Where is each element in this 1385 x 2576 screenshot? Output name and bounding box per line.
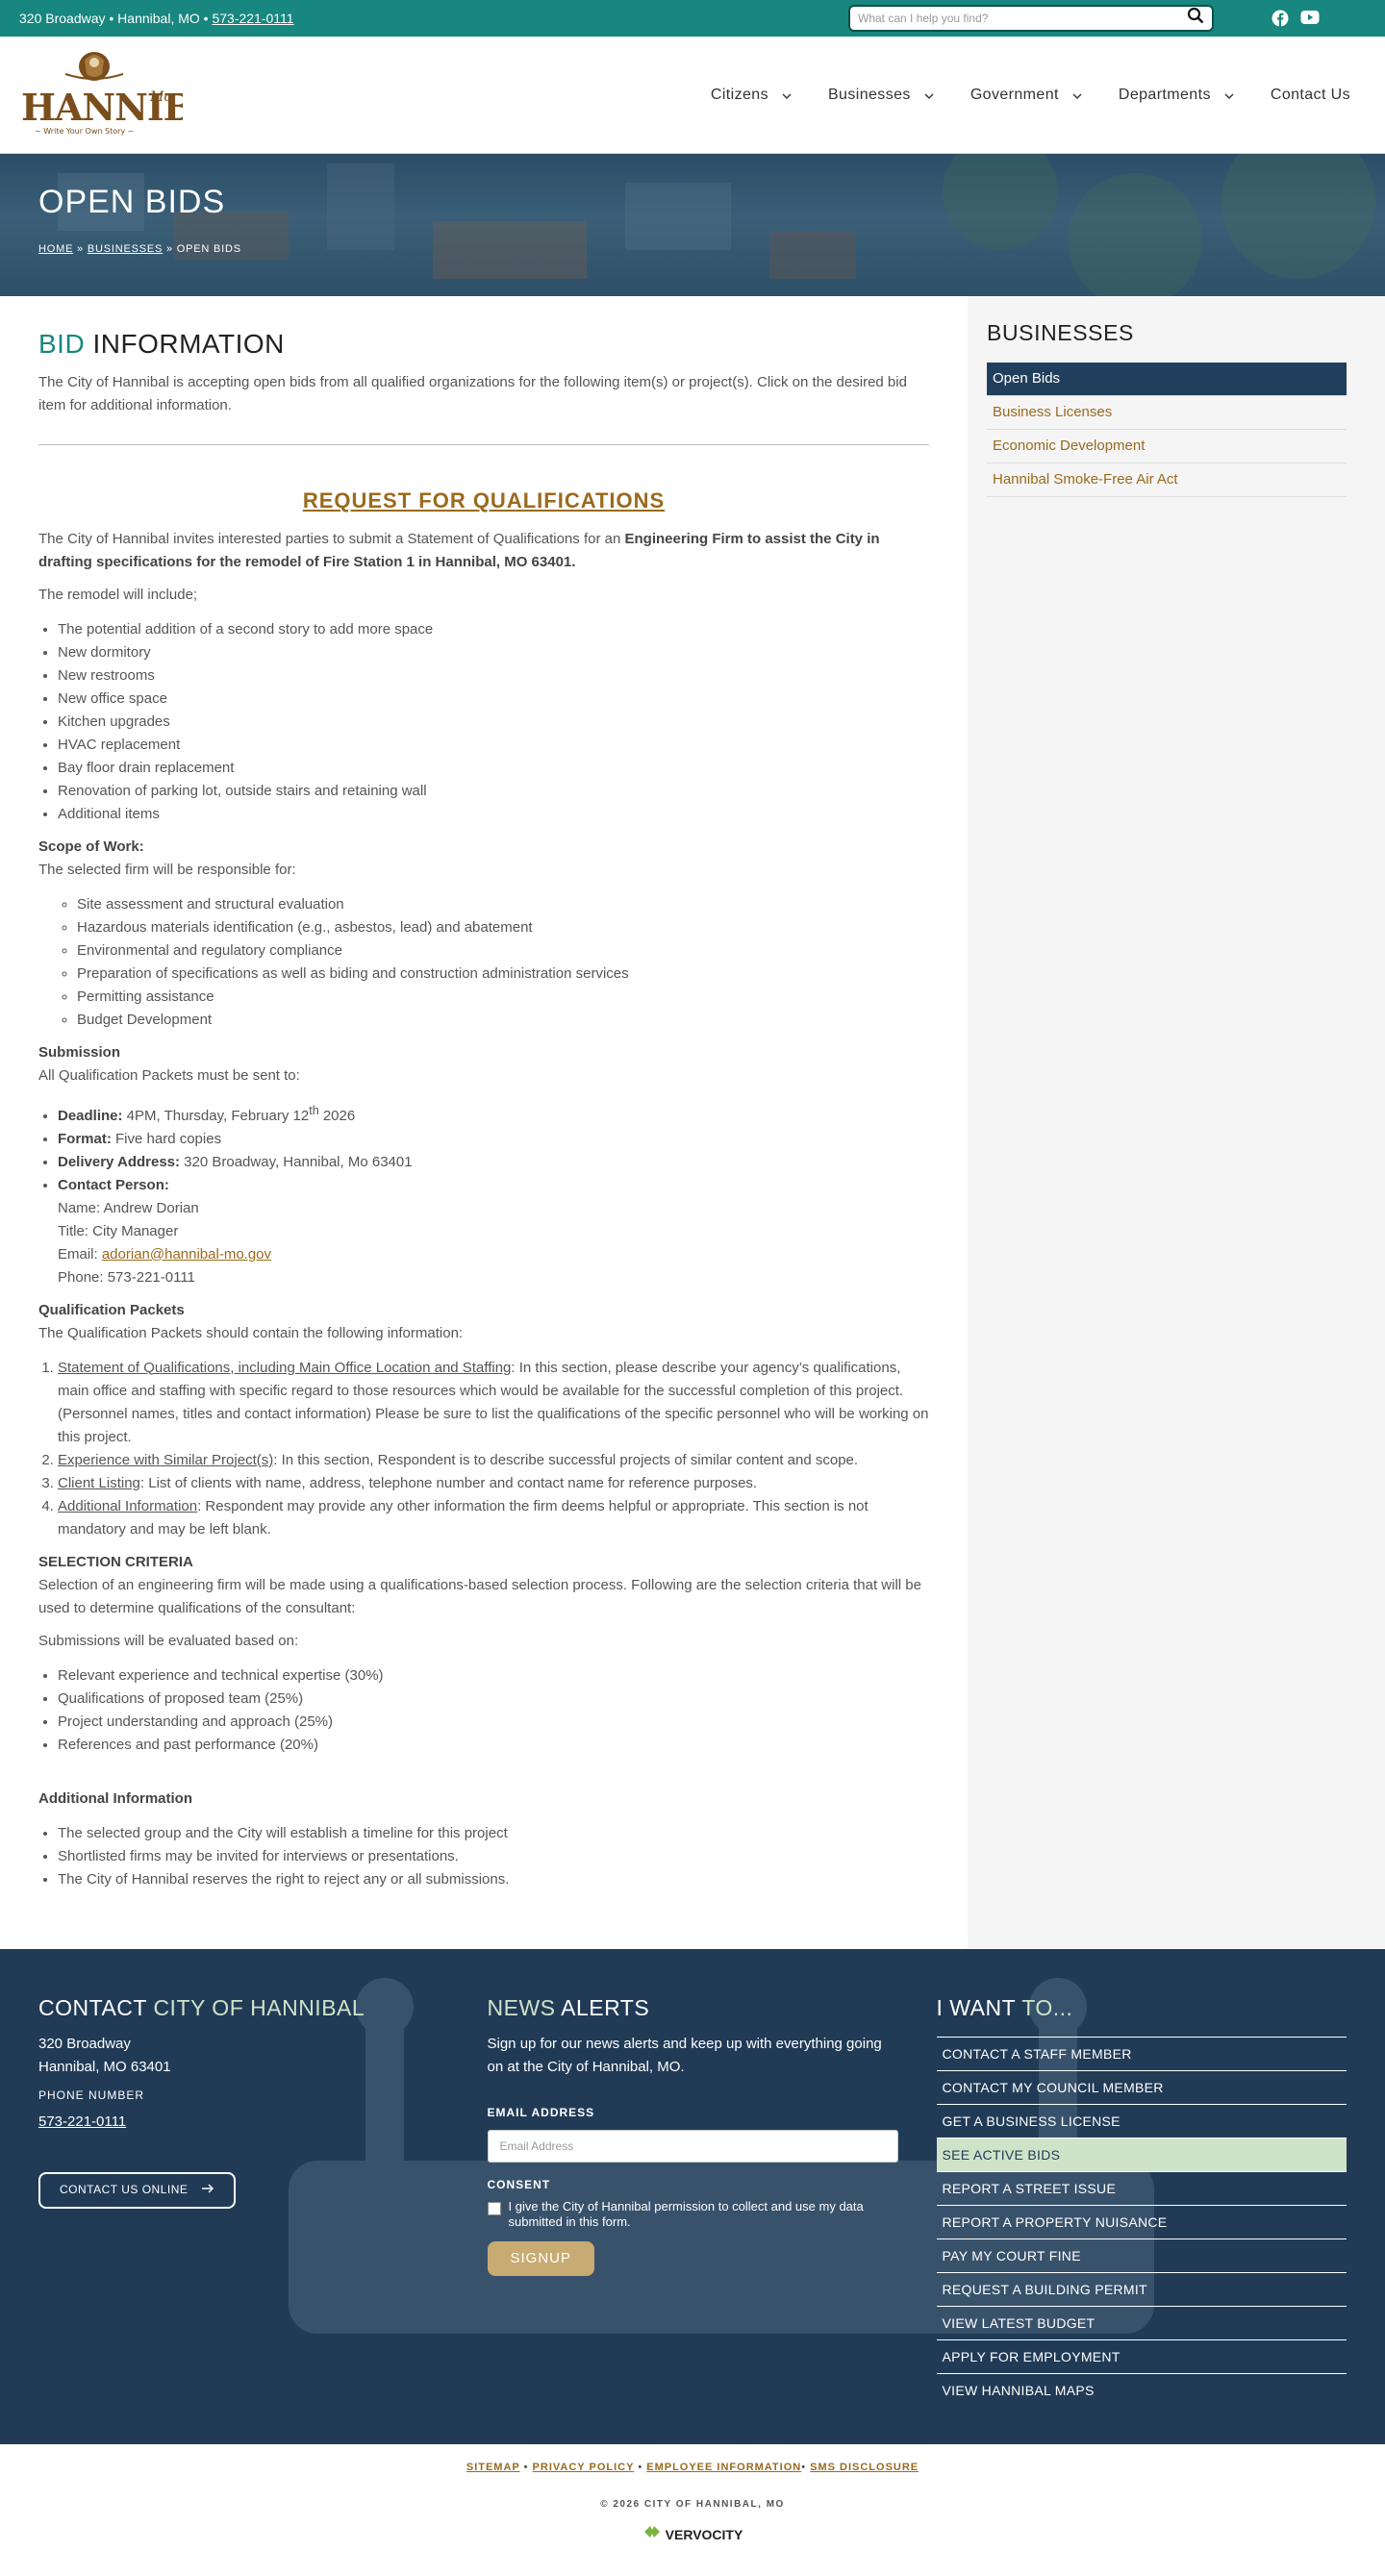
format-item [58,1128,929,1151]
list-item: • The selected group and the City will establish a timeline for this project [58,1822,929,1845]
format-value: Five hard copies [111,1130,222,1147]
contact-item [58,1174,929,1289]
deadline-label: Deadline: [58,1107,123,1124]
list-item [58,1449,929,1472]
want-item[interactable]: REPORT A STREET ISSUE [937,2171,1347,2205]
list-item: ◦ Permitting assistance [77,986,929,1009]
footer-phone-link[interactable]: 573-221-0111 [38,2113,127,2131]
packet-text: : Respondent may provide any other information the firm deems helpful or appropriate. This section is not mandatory and may be left blank. [58,1497,869,1538]
criteria-title: SELECTION CRITERIA [38,1553,193,1570]
hannibal-logo[interactable] [19,45,183,145]
want-item[interactable]: REPORT A PROPERTY NUISANCE [937,2205,1347,2238]
want-item[interactable]: CONTACT A STAFF MEMBER [937,2037,1347,2070]
contact-email-link[interactable]: adorian@hannibal-mo.gov [101,1245,272,1263]
copyright: © 2026 CITY OF HANNIBAL, MO [600,2499,785,2511]
search-input[interactable] [858,12,1187,25]
packets-lead: The Qualification Packets should contain the following information: [38,1324,464,1341]
contact-label: Contact Person: [58,1176,169,1193]
title-part: CONTACT [38,1994,154,2020]
remodel-lead: The remodel will include; [38,586,198,603]
list-item: ◦ Budget Development [77,1009,929,1032]
site-footer [0,1949,1385,2444]
scope-list [77,893,929,1032]
button-label: CONTACT US ONLINE [60,2183,189,2197]
delivery-item [58,1151,929,1174]
title-part: TO... [1021,1994,1073,2020]
signup-button[interactable]: SIGNUP [488,2241,595,2276]
privacy-policy-link[interactable]: PRIVACY POLICY [532,2461,635,2473]
bottom-links: SITEMAP • PRIVACY POLICY • EMPLOYEE INFORMATION• SMS DISCLOSURE [466,2461,919,2473]
breadcrumb-current: OPEN BIDS [176,242,241,255]
sidebar-title: BUSINESSES [987,320,1134,345]
svg-text:HANNIBAL: HANNIB [21,85,183,129]
nav-label: Businesses [827,86,911,103]
consent-row [488,2199,898,2230]
addl-list [58,1822,929,1891]
sidebar [968,296,1385,1949]
packet-heading: Experience with Similar Project(s) [58,1451,274,1468]
deadline-year: 2026 [318,1107,356,1124]
list-item: • References and past performance (20%) [58,1734,929,1757]
social-links [1272,10,1320,27]
divider [38,444,929,445]
list-item: • New office space [58,688,929,711]
address-line: 320 Broadway [38,2036,131,2053]
rfq-intro-bold: Engineering Firm to assist the City in drafting specifications for the remodel of Fire Station 1 in Hannibal, MO 63401. [38,530,880,570]
list-item: • Shortlisted firms may be invited for interviews or presentations. [58,1845,929,1868]
nav-label: Citizens [710,86,768,103]
rfq-intro-text: The City of Hannibal invites interested parties to submit a Statement of Qualifications for an [38,530,625,547]
vervocity-mark-icon [642,2522,662,2547]
news-text: Sign up for our news alerts and keep up with everything going on at the City of Hannibal, MO. [487,2036,882,2076]
email-label: EMAIL ADDRESS [487,2106,595,2120]
consent-text: I give the City of Hannibal permission to collect and use my data submitted in this form. [508,2198,864,2229]
delivery-label: Delivery Address: [58,1153,181,1170]
nav-citizens[interactable] [692,83,810,108]
heading-rest: INFORMATION [85,329,285,359]
employee-information-link[interactable]: EMPLOYEE INFORMATION [646,2461,802,2473]
sidebar-item-open-bids[interactable]: Open Bids [987,363,1347,396]
want-item[interactable]: REQUEST A BUILDING PERMIT [937,2272,1347,2306]
want-list [937,2037,1347,2407]
email-field[interactable]: Email Address [488,2130,898,2163]
scope-title: Scope of Work: [38,838,144,855]
delivery-value: 320 Broadway, Hannibal, Mo 63401 [180,1153,413,1170]
packet-text: : List of clients with name, address, telephone number and contact name for reference purposes. [139,1474,758,1491]
intro-text: The City of Hannibal is accepting open bids from all qualified organizations for the following item(s) or project(s). Click on the desired bid item for additional information. [38,374,907,414]
list-item: • Bay floor drain replacement [58,757,929,780]
top-address [19,8,848,29]
contact-email-label: Email: [58,1245,102,1263]
list-item: • Renovation of parking lot, outside stairs and retaining wall [58,780,929,803]
arrow-right-icon [201,2181,214,2199]
list-item: • Qualifications of proposed team (25%) [58,1688,929,1711]
packet-heading: Statement of Qualifications, including Main Office Location and Staffing [58,1359,512,1376]
packet-heading: Additional Information [58,1497,198,1514]
want-item[interactable]: VIEW HANNIBAL MAPS [937,2373,1347,2407]
submission-title: Submission [38,1043,121,1061]
submission-list [58,1099,929,1289]
packet-heading: Client Listing [58,1474,140,1491]
list-item [58,1495,929,1541]
list-item: • Project understanding and approach (25%) [58,1711,929,1734]
footer-news [488,1995,898,2408]
packets-list [58,1357,929,1541]
list-item: • The City of Hannibal reserves the right to reject any or all submissions. [58,1868,929,1891]
search-box[interactable] [848,5,1214,32]
list-item: ◦ Preparation of specifications as well as biding and construction administration services [77,963,929,986]
sms-disclosure-link[interactable]: SMS DISCLOSURE [810,2461,919,2473]
footer-columns [0,1949,1385,2408]
sidebar-item-economic-development[interactable]: Economic Development [987,430,1347,463]
nav-label: Contact Us [1270,86,1350,103]
chevron-down-icon [1224,83,1234,108]
nav-label: Government [970,86,1059,103]
phone-label: PHONE NUMBER [38,2088,145,2103]
list-item: • Kitchen upgrades [58,711,929,734]
list-item [58,1472,929,1495]
hero-content [0,154,1385,287]
want-item[interactable]: VIEW LATEST BUDGET [937,2306,1347,2339]
svg-text:~ Write Your Own Story ~: ~ Write Your Own Story ~ [35,126,135,136]
footer-address [38,2033,449,2079]
list-item: ◦ Hazardous materials identification (e.g., asbestos, lead) and abatement [77,916,929,939]
deadline-sup: th [309,1103,319,1117]
nav-government[interactable] [952,83,1100,108]
vervocity-logo[interactable] [642,2522,743,2547]
list-item: • New restrooms [58,664,929,688]
nav-departments[interactable] [1100,83,1252,108]
format-label: Format: [58,1130,112,1147]
deadline-value: 4PM, Thursday, February 12 [122,1107,310,1124]
contact-name: Name: Andrew Dorian [58,1199,199,1216]
breadcrumb-businesses[interactable]: BUSINESSES [87,242,164,255]
rfq-title: REQUEST FOR QUALIFICATIONS [302,488,666,513]
list-item: • HVAC replacement [58,734,929,757]
spacer [38,1757,929,1778]
top-phone-link[interactable]: 573-221-0111 [212,10,294,26]
page-hero [0,154,1385,296]
addl-title: Additional Information [38,1789,192,1807]
page-title: OPEN BIDS [38,184,226,220]
top-bar [0,0,1385,37]
footer-contact [38,1995,449,2408]
want-item[interactable]: PAY MY COURT FINE [937,2238,1347,2272]
title-part: I WANT [936,1994,1022,2020]
chevron-down-icon [782,83,792,108]
footer-news-title [488,1995,898,2022]
list-item: • Relevant experience and technical expertise (30%) [58,1664,929,1688]
heading-accent: BID [38,329,86,359]
rfq-intro [38,528,929,574]
list-item: ◦ Site assessment and structural evaluation [77,893,929,916]
contact-us-online-button[interactable] [38,2172,236,2208]
list-item: • Additional items [58,803,929,826]
main-nav [183,83,1366,108]
title-part: NEWS [487,1994,556,2020]
chevron-down-icon [924,83,934,108]
nav-label: Departments [1118,86,1211,103]
packet-text: : In this section, please describe your agency’s qualifications, main office and staffing with specific regard to those resources which would be available for the successful completion of this project. (Personnel names, titles and contact information) Please be sure to list the qualifications of the specific personnel who will be working on this project. [58,1359,929,1445]
contact-title: Title: City Manager [58,1222,179,1239]
content-column [0,296,968,1949]
sitemap-link[interactable]: SITEMAP [466,2461,520,2473]
youtube-icon[interactable] [1300,10,1320,27]
sidebar-item-smoke-free-air-act[interactable]: Hannibal Smoke-Free Air Act [987,463,1347,497]
site-header [0,37,1385,154]
deadline-item [58,1099,929,1128]
want-item[interactable]: CONTACT MY COUNCIL MEMBER [937,2070,1347,2104]
chevron-down-icon [1072,83,1082,108]
want-item[interactable]: SEE ACTIVE BIDS [937,2138,1347,2171]
list-item: • The potential addition of a second story to add more space [58,618,929,641]
sidebar-item-business-licenses[interactable]: Business Licenses [987,396,1347,430]
eval-lead: Submissions will be evaluated based on: [38,1632,299,1649]
nav-businesses[interactable] [810,83,952,108]
consent-checkbox[interactable] [488,2202,501,2215]
packet-text: : In this section, Respondent is to describe successful projects of similar content and scope. [273,1451,859,1468]
footer-want-title [937,1995,1347,2022]
consent-label: CONSENT [487,2178,551,2192]
want-item[interactable]: GET A BUSINESS LICENSE [937,2104,1347,2138]
list-item [58,1357,929,1449]
criteria-lead: Selection of an engineering firm will be made using a qualifications-based selection process. Following are the selection criteria that will be used to determine qualifications of the consultant: [38,1576,921,1616]
footer-contact-title [38,1995,449,2022]
breadcrumb-home[interactable]: HOME [38,242,74,255]
search-icon[interactable] [1187,7,1204,30]
main-area [0,296,1385,1949]
title-part: ALERTS [555,1994,650,2020]
want-item[interactable]: APPLY FOR EMPLOYMENT [937,2339,1347,2373]
footer-i-want-to [937,1995,1347,2408]
bottom-bar [0,2444,1385,2565]
address-text: 320 Broadway • Hannibal, MO • [19,10,213,26]
remodel-list [58,618,929,826]
scope-lead: The selected firm will be responsible for: [38,861,296,878]
brand-name: VERVOCITY [665,2527,743,2543]
list-item: • New dormitory [58,641,929,664]
submission-lead: All Qualification Packets must be sent to: [38,1066,300,1084]
list-item: ◦ Environmental and regulatory compliance [77,939,929,963]
facebook-icon[interactable] [1272,10,1289,27]
eval-list [58,1664,929,1757]
packets-title: Qualification Packets [38,1301,185,1318]
breadcrumb: HOME » BUSINESSES » OPEN BIDS [38,242,241,255]
title-part: CITY OF HANNIBAL [153,1994,365,2020]
address-line: Hannibal, MO 63401 [38,2059,171,2076]
svg-text:Mo: Mo [150,88,172,105]
nav-contact-us[interactable] [1252,83,1366,108]
section-heading [38,327,929,362]
contact-phone: Phone: 573-221-0111 [58,1268,195,1286]
